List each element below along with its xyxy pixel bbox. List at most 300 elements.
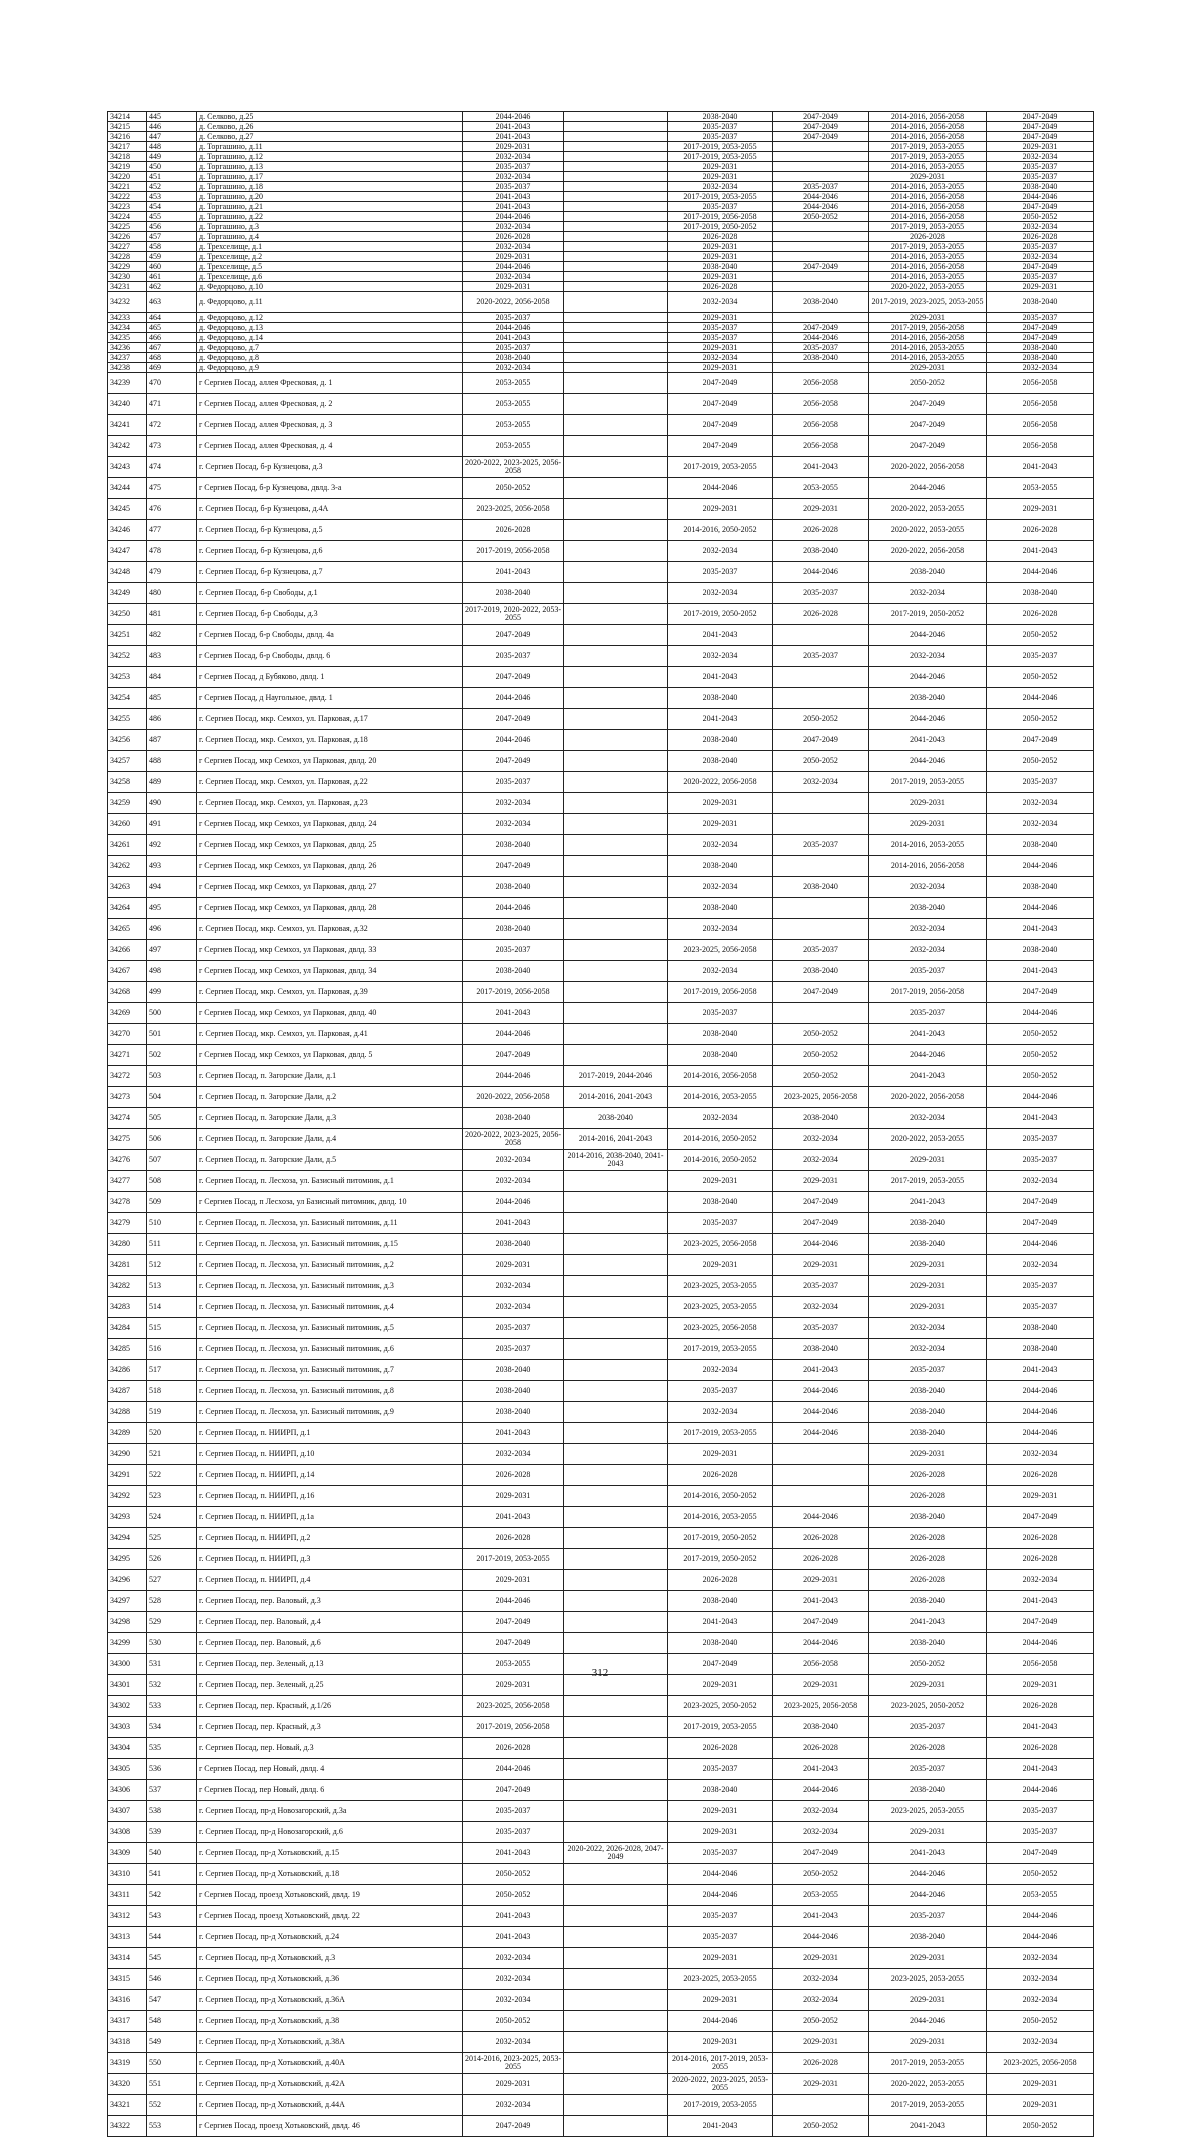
table-cell: 2029-2031 — [869, 1297, 987, 1318]
table-cell: г. Сергиев Посад, п. НИИРП, д.10 — [197, 1444, 463, 1465]
table-cell: 2032-2034 — [987, 1444, 1094, 1465]
table-row — [108, 1234, 1094, 1255]
table-cell: 2035-2037 — [463, 162, 564, 172]
table-cell: 524 — [147, 1507, 197, 1528]
table-cell: 34322 — [108, 2116, 147, 2137]
table-cell: 2047-2049 — [773, 1612, 869, 1633]
table-cell: 34228 — [108, 252, 147, 262]
table-cell: 2029-2031 — [668, 272, 773, 282]
table-cell: 474 — [147, 457, 197, 478]
table-cell: 2026-2028 — [987, 1465, 1094, 1486]
table-cell: 2044-2046 — [987, 1402, 1094, 1423]
table-cell: 2044-2046 — [987, 1633, 1094, 1654]
table-cell: 540 — [147, 1843, 197, 1864]
table-cell: 2050-2052 — [773, 212, 869, 222]
table-cell: 2041-2043 — [463, 333, 564, 343]
table-cell: 2020-2022, 2056-2058 — [869, 457, 987, 478]
table-cell: 2038-2040 — [987, 1318, 1094, 1339]
table-cell: 2035-2037 — [987, 1801, 1094, 1822]
table-cell: 2038-2040 — [869, 1423, 987, 1444]
table-cell: 2038-2040 — [869, 688, 987, 709]
table-cell: 2014-2016, 2050-2052 — [668, 1486, 773, 1507]
table-cell — [773, 1486, 869, 1507]
table-cell: 2026-2028 — [668, 232, 773, 242]
table-cell: 2038-2040 — [773, 1717, 869, 1738]
table-cell: 2038-2040 — [773, 353, 869, 363]
table-cell: 2032-2034 — [987, 222, 1094, 232]
table-cell: 2035-2037 — [463, 1339, 564, 1360]
table-cell: 2035-2037 — [773, 343, 869, 353]
table-cell: 2050-2052 — [987, 2011, 1094, 2032]
table-row — [108, 333, 1094, 343]
table-cell: 2047-2049 — [773, 1213, 869, 1234]
table-cell: 2041-2043 — [987, 1108, 1094, 1129]
table-cell: 2044-2046 — [463, 1066, 564, 1087]
table-cell: 546 — [147, 1969, 197, 1990]
table-cell: 492 — [147, 835, 197, 856]
table-cell: 2041-2043 — [668, 1612, 773, 1633]
table-cell: 34243 — [108, 457, 147, 478]
table-cell: 2044-2046 — [987, 1927, 1094, 1948]
table-cell: 34301 — [108, 1675, 147, 1696]
table-cell: 2026-2028 — [869, 1549, 987, 1570]
table-row — [108, 919, 1094, 940]
table-cell: г. Сергиев Посад, пр-д Хотьковский, д.36А — [197, 1990, 463, 2011]
table-cell: 2044-2046 — [987, 1906, 1094, 1927]
table-cell: 2035-2037 — [987, 313, 1094, 323]
table-cell: 2029-2031 — [668, 1171, 773, 1192]
table-cell: 2035-2037 — [668, 202, 773, 212]
table-cell — [564, 2116, 668, 2137]
table-cell: 2038-2040 — [773, 1108, 869, 1129]
table-cell: 2050-2052 — [987, 1066, 1094, 1087]
table-cell: 2050-2052 — [773, 751, 869, 772]
table-cell: 522 — [147, 1465, 197, 1486]
table-row — [108, 182, 1094, 192]
table-cell: 2047-2049 — [987, 982, 1094, 1003]
table-cell: 34234 — [108, 323, 147, 333]
table-cell: 2014-2016, 2056-2058 — [869, 856, 987, 877]
table-cell: 2038-2040 — [668, 898, 773, 919]
table-cell: 2032-2034 — [987, 152, 1094, 162]
table-cell: 34254 — [108, 688, 147, 709]
table-cell: 2017-2019, 2056-2058 — [668, 212, 773, 222]
table-cell: 2026-2028 — [668, 1738, 773, 1759]
table-cell: 550 — [147, 2053, 197, 2074]
table-row — [108, 1549, 1094, 1570]
table-row — [108, 1717, 1094, 1738]
table-cell: 2029-2031 — [869, 814, 987, 835]
table-cell: 2017-2019, 2056-2058 — [869, 323, 987, 333]
table-cell: 34215 — [108, 122, 147, 132]
table-cell: 2035-2037 — [869, 961, 987, 982]
table-cell: 2047-2049 — [987, 202, 1094, 212]
table-cell — [564, 1507, 668, 1528]
table-row — [108, 1423, 1094, 1444]
table-cell: 529 — [147, 1612, 197, 1633]
table-cell: 2023-2025, 2056-2058 — [773, 1087, 869, 1108]
table-row — [108, 1948, 1094, 1969]
table-cell — [564, 1612, 668, 1633]
table-cell: 34214 — [108, 112, 147, 122]
table-cell: 2023-2025, 2053-2055 — [668, 1276, 773, 1297]
table-cell: 2050-2052 — [773, 2011, 869, 2032]
table-row — [108, 1213, 1094, 1234]
table-cell: 34293 — [108, 1507, 147, 1528]
table-cell: 2041-2043 — [869, 1192, 987, 1213]
table-row — [108, 292, 1094, 313]
table-cell: д. Торгашино, д.12 — [197, 152, 463, 162]
table-cell: 2041-2043 — [773, 1360, 869, 1381]
table-cell: г. Сергиев Посад, п. Лесхоза, ул. Базисный питомник, д.2 — [197, 1255, 463, 1276]
table-cell: 2035-2037 — [668, 1906, 773, 1927]
table-cell: 2038-2040 — [668, 730, 773, 751]
table-cell: 2017-2019, 2053-2055 — [668, 142, 773, 152]
table-cell: 34264 — [108, 898, 147, 919]
table-cell: 2029-2031 — [463, 252, 564, 262]
table-cell: 2017-2019, 2053-2055 — [869, 222, 987, 232]
table-cell — [773, 898, 869, 919]
table-cell: 2038-2040 — [987, 182, 1094, 192]
table-cell: 2020-2022, 2053-2055 — [869, 2074, 987, 2095]
table-cell — [564, 961, 668, 982]
table-cell: 489 — [147, 772, 197, 793]
table-cell: 2044-2046 — [463, 1759, 564, 1780]
table-row — [108, 1339, 1094, 1360]
table-cell: г. Сергиев Посад, б-р Кузнецова, д.4А — [197, 499, 463, 520]
table-row — [108, 394, 1094, 415]
table-cell: 2014-2016, 2056-2058 — [869, 333, 987, 343]
table-row — [108, 772, 1094, 793]
table-cell: 34246 — [108, 520, 147, 541]
table-cell: 2041-2043 — [463, 1843, 564, 1864]
table-cell: 2029-2031 — [668, 162, 773, 172]
table-row — [108, 262, 1094, 272]
table-cell: 2026-2028 — [869, 232, 987, 242]
table-cell: 2035-2037 — [869, 1003, 987, 1024]
table-row — [108, 1402, 1094, 1423]
table-cell: 2050-2052 — [987, 2116, 1094, 2137]
table-cell: 2026-2028 — [869, 1738, 987, 1759]
table-row — [108, 2074, 1094, 2095]
table-cell: 2032-2034 — [987, 814, 1094, 835]
table-cell: 2044-2046 — [987, 562, 1094, 583]
table-cell — [564, 323, 668, 333]
table-cell — [564, 898, 668, 919]
table-cell: 2017-2019, 2056-2058 — [463, 541, 564, 562]
table-cell: 518 — [147, 1381, 197, 1402]
table-cell: 2053-2055 — [463, 436, 564, 457]
table-cell — [564, 1969, 668, 1990]
table-cell: 2047-2049 — [987, 122, 1094, 132]
table-row — [108, 1066, 1094, 1087]
table-cell: 34299 — [108, 1633, 147, 1654]
table-cell: 2035-2037 — [668, 1759, 773, 1780]
table-cell: 544 — [147, 1927, 197, 1948]
table-row — [108, 1927, 1094, 1948]
table-cell: 34242 — [108, 436, 147, 457]
table-cell: 2041-2043 — [869, 1024, 987, 1045]
table-cell: 2035-2037 — [463, 1801, 564, 1822]
table-cell: 2038-2040 — [869, 1780, 987, 1801]
table-cell — [564, 457, 668, 478]
table-cell: 2053-2055 — [463, 373, 564, 394]
table-cell: 34223 — [108, 202, 147, 212]
table-cell: 34315 — [108, 1969, 147, 1990]
table-cell — [564, 373, 668, 394]
table-cell: 2047-2049 — [773, 122, 869, 132]
table-cell: г. Сергиев Посад, мкр. Семхоз, ул. Парковая, д.23 — [197, 793, 463, 814]
table-cell: 2044-2046 — [987, 192, 1094, 202]
table-cell: 2044-2046 — [668, 1864, 773, 1885]
table-cell: 2017-2019, 2056-2058 — [668, 982, 773, 1003]
table-cell: 2041-2043 — [463, 1906, 564, 1927]
table-cell: г. Сергиев Посад, п. Лесхоза, ул. Базисный питомник, д.11 — [197, 1213, 463, 1234]
table-cell: 2032-2034 — [463, 1969, 564, 1990]
table-cell: 2032-2034 — [668, 1360, 773, 1381]
table-cell: 2050-2052 — [773, 1864, 869, 1885]
table-cell: 482 — [147, 625, 197, 646]
table-row — [108, 373, 1094, 394]
table-cell — [564, 541, 668, 562]
table-cell: 2032-2034 — [668, 353, 773, 363]
table-cell: 34296 — [108, 1570, 147, 1591]
table-cell: 2035-2037 — [463, 343, 564, 353]
table-cell: 475 — [147, 478, 197, 499]
table-cell — [773, 222, 869, 232]
table-cell: г Сергиев Посад, проезд Хотьковский, двлд. 46 — [197, 2116, 463, 2137]
table-cell — [564, 646, 668, 667]
table-cell: 2017-2019, 2044-2046 — [564, 1066, 668, 1087]
table-cell: 2032-2034 — [869, 583, 987, 604]
table-cell: г. Сергиев Посад, пр-д Хотьковский, д.15 — [197, 1843, 463, 1864]
table-cell: 2029-2031 — [668, 363, 773, 373]
table-cell: 34258 — [108, 772, 147, 793]
table-cell — [773, 688, 869, 709]
table-cell — [564, 709, 668, 730]
table-cell — [773, 282, 869, 292]
table-cell: 455 — [147, 212, 197, 222]
table-cell: 528 — [147, 1591, 197, 1612]
table-cell: 2014-2016, 2053-2055 — [668, 1087, 773, 1108]
table-cell: 34308 — [108, 1822, 147, 1843]
table-row — [108, 2011, 1094, 2032]
table-cell: 2056-2058 — [773, 373, 869, 394]
table-cell: 452 — [147, 182, 197, 192]
table-cell: 2017-2019, 2050-2052 — [668, 604, 773, 625]
table-cell — [773, 363, 869, 373]
table-cell: г. Сергиев Посад, пр-д Хотьковский, д.24 — [197, 1927, 463, 1948]
table-cell: 2050-2052 — [463, 478, 564, 499]
table-row — [108, 1297, 1094, 1318]
table-cell: 521 — [147, 1444, 197, 1465]
table-cell: 2032-2034 — [463, 1171, 564, 1192]
table-cell: 526 — [147, 1549, 197, 1570]
table-cell — [564, 1465, 668, 1486]
table-cell: 34317 — [108, 2011, 147, 2032]
table-cell: 2026-2028 — [773, 1549, 869, 1570]
table-cell: 2044-2046 — [869, 2011, 987, 2032]
table-cell: г. Сергиев Посад, пр-д Хотьковский, д.18 — [197, 1864, 463, 1885]
table-cell — [564, 625, 668, 646]
table-cell: 507 — [147, 1150, 197, 1171]
table-row — [108, 1087, 1094, 1108]
table-cell: 2050-2052 — [987, 751, 1094, 772]
table-cell: д. Федорцово, д.8 — [197, 353, 463, 363]
table-cell: 2044-2046 — [773, 1402, 869, 1423]
table-cell: 496 — [147, 919, 197, 940]
table-row — [108, 1318, 1094, 1339]
table-cell: г Сергиев Посад, мкр Семхоз, ул Парковая, двлд. 33 — [197, 940, 463, 961]
table-cell: 2047-2049 — [987, 1192, 1094, 1213]
table-cell: г Сергиев Посад, пер Новый, двлд. 4 — [197, 1759, 463, 1780]
table-cell — [564, 1801, 668, 1822]
table-cell — [564, 112, 668, 122]
table-cell — [564, 2074, 668, 2095]
table-cell: 2029-2031 — [668, 1255, 773, 1276]
table-cell: 2038-2040 — [869, 1507, 987, 1528]
table-cell: 2014-2016, 2056-2058 — [869, 122, 987, 132]
table-cell — [773, 272, 869, 282]
table-cell: 513 — [147, 1276, 197, 1297]
table-cell: 2032-2034 — [463, 2095, 564, 2116]
table-cell: 34320 — [108, 2074, 147, 2095]
table-cell: 2035-2037 — [463, 182, 564, 192]
table-cell: 34226 — [108, 232, 147, 242]
table-cell — [564, 814, 668, 835]
table-cell: 2032-2034 — [773, 1990, 869, 2011]
table-cell: 2017-2019, 2053-2055 — [869, 152, 987, 162]
table-cell: 2032-2034 — [869, 1339, 987, 1360]
table-cell: 2038-2040 — [668, 112, 773, 122]
table-cell: 2044-2046 — [668, 1885, 773, 1906]
table-cell: 2035-2037 — [987, 1150, 1094, 1171]
table-cell: 2041-2043 — [987, 961, 1094, 982]
table-cell: 34252 — [108, 646, 147, 667]
table-cell: г. Сергиев Посад, п. НИИРП, д.16 — [197, 1486, 463, 1507]
table-cell: 34219 — [108, 162, 147, 172]
table-cell: 477 — [147, 520, 197, 541]
table-cell — [564, 202, 668, 212]
table-cell: 34235 — [108, 333, 147, 343]
table-cell: 2026-2028 — [463, 520, 564, 541]
table-cell: 34287 — [108, 1381, 147, 1402]
table-cell: 493 — [147, 856, 197, 877]
table-cell: 34280 — [108, 1234, 147, 1255]
table-cell: 2014-2016, 2056-2058 — [869, 202, 987, 212]
table-cell: 2038-2040 — [869, 1633, 987, 1654]
table-cell: 34304 — [108, 1738, 147, 1759]
table-cell — [564, 2032, 668, 2053]
table-cell — [564, 242, 668, 252]
table-cell: 2038-2040 — [869, 898, 987, 919]
table-row — [108, 520, 1094, 541]
table-cell: г. Сергиев Посад, пер. Валовый, д.6 — [197, 1633, 463, 1654]
table-cell: 2041-2043 — [869, 1066, 987, 1087]
table-cell: 538 — [147, 1801, 197, 1822]
table-cell: 2044-2046 — [987, 1780, 1094, 1801]
table-cell: 2047-2049 — [773, 730, 869, 751]
table-cell: 525 — [147, 1528, 197, 1549]
table-cell — [564, 353, 668, 363]
table-cell: 2029-2031 — [463, 1255, 564, 1276]
table-cell: г. Сергиев Посад, пр-д Новозагорский, д.6 — [197, 1822, 463, 1843]
table-cell: 2029-2031 — [668, 1801, 773, 1822]
table-row — [108, 313, 1094, 323]
table-cell: 2032-2034 — [668, 961, 773, 982]
table-row — [108, 1612, 1094, 1633]
table-cell: 2029-2031 — [869, 1990, 987, 2011]
table-cell: 2032-2034 — [463, 1990, 564, 2011]
table-cell: г. Сергиев Посад, п. НИИРП, д.1а — [197, 1507, 463, 1528]
table-cell: 34319 — [108, 2053, 147, 2074]
table-cell: д. Торгашино, д.3 — [197, 222, 463, 232]
table-cell — [564, 363, 668, 373]
table-cell: 2050-2052 — [987, 1024, 1094, 1045]
table-cell: 2035-2037 — [668, 1003, 773, 1024]
table-cell — [564, 436, 668, 457]
table-cell: 2041-2043 — [869, 1843, 987, 1864]
table-cell: 476 — [147, 499, 197, 520]
table-cell: 2029-2031 — [869, 1276, 987, 1297]
table-cell: 2032-2034 — [773, 1822, 869, 1843]
table-row — [108, 1045, 1094, 1066]
table-cell: 2026-2028 — [987, 520, 1094, 541]
table-cell: 472 — [147, 415, 197, 436]
table-cell: 2035-2037 — [668, 1843, 773, 1864]
table-cell: д. Торгашино, д.21 — [197, 202, 463, 212]
table-cell: 484 — [147, 667, 197, 688]
table-cell: 2014-2016, 2053-2055 — [869, 272, 987, 282]
table-cell: 2026-2028 — [987, 1549, 1094, 1570]
table-cell — [564, 1906, 668, 1927]
table-cell: 34251 — [108, 625, 147, 646]
table-row — [108, 793, 1094, 814]
table-cell: 2041-2043 — [773, 1906, 869, 1927]
table-cell: 2047-2049 — [869, 436, 987, 457]
table-cell: г. Сергиев Посад, п. НИИРП, д.2 — [197, 1528, 463, 1549]
table-cell: 2014-2016, 2056-2058 — [869, 132, 987, 142]
table-cell: 2035-2037 — [463, 646, 564, 667]
table-cell: 34302 — [108, 1696, 147, 1717]
table-row — [108, 1465, 1094, 1486]
table-cell: 2017-2019, 2053-2055 — [869, 1171, 987, 1192]
table-cell: 34312 — [108, 1906, 147, 1927]
table-cell: 2044-2046 — [987, 688, 1094, 709]
table-cell: 2032-2034 — [463, 172, 564, 182]
table-cell: 34289 — [108, 1423, 147, 1444]
table-cell: г. Сергиев Посад, п. НИИРП, д.4 — [197, 1570, 463, 1591]
table-cell — [564, 1360, 668, 1381]
table-row — [108, 562, 1094, 583]
table-cell: 2044-2046 — [463, 262, 564, 272]
table-row — [108, 192, 1094, 202]
table-cell: 2038-2040 — [668, 1591, 773, 1612]
table-cell: 2032-2034 — [668, 182, 773, 192]
table-cell: 470 — [147, 373, 197, 394]
table-cell: 34281 — [108, 1255, 147, 1276]
table-cell: г. Сергиев Посад, пер. Новый, д.3 — [197, 1738, 463, 1759]
table-cell: 2038-2040 — [987, 583, 1094, 604]
table-cell: 512 — [147, 1255, 197, 1276]
table-cell: 2047-2049 — [668, 415, 773, 436]
table-cell: 460 — [147, 262, 197, 272]
table-cell: 2017-2019, 2053-2055 — [869, 772, 987, 793]
table-row — [108, 541, 1094, 562]
table-cell: 2047-2049 — [987, 323, 1094, 333]
table-cell: 480 — [147, 583, 197, 604]
table-cell: 510 — [147, 1213, 197, 1234]
